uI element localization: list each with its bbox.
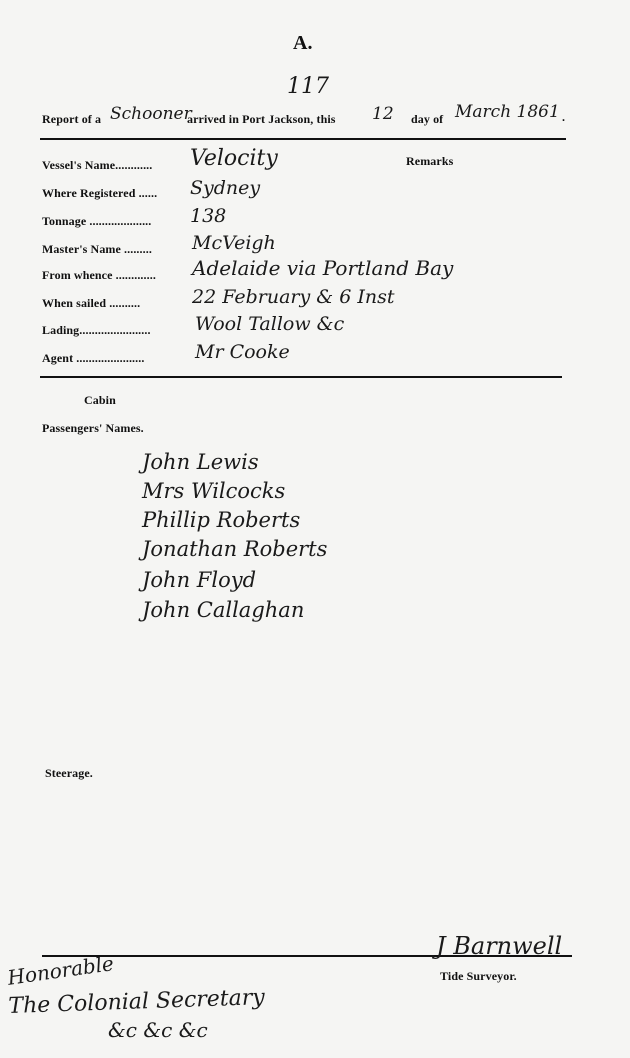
lading-value: Wool Tallow &c (195, 313, 345, 335)
form-letter: A. (293, 32, 313, 54)
passenger-name: Mrs Wilcocks (142, 479, 286, 503)
passengers-names-label: Passengers' Names. (42, 421, 144, 435)
arrival-month-value: March 1861 (455, 102, 560, 122)
master-label: Master's Name ......... (42, 242, 152, 256)
passenger-name: John Floyd (142, 568, 257, 592)
registered-label: Where Registered ...... (42, 186, 158, 200)
day-of-text: day of (411, 112, 444, 126)
passenger-name: John Lewis (142, 450, 259, 474)
surveyor-signature: J Barnwell (436, 932, 563, 960)
from-label: From whence ............. (42, 268, 156, 282)
address-line-2: The Colonial Secretary (8, 985, 266, 1019)
arrival-day-value: 12 (372, 104, 394, 124)
vessel-name-value: Velocity (190, 146, 278, 171)
lading-label: Lading....................... (42, 323, 151, 337)
address-line-3: &c &c &c (108, 1018, 208, 1042)
passenger-name: Phillip Roberts (142, 508, 301, 532)
header-period: . (562, 110, 566, 124)
vessel-name-label: Vessel's Name............ (42, 158, 153, 172)
steerage-label: Steerage. (45, 766, 93, 780)
registered-value: Sydney (190, 177, 261, 199)
passenger-name: Jonathan Roberts (142, 537, 328, 561)
from-value: Adelaide via Portland Bay (192, 256, 454, 280)
tonnage-value: 138 (190, 205, 227, 227)
vessel-type-value: Schooner (110, 104, 192, 124)
address-line-1: Honorable (6, 951, 116, 990)
report-prefix: Report of a (42, 112, 102, 126)
sailed-label: When sailed .......... (42, 296, 141, 310)
passenger-name: John Callaghan (142, 598, 305, 622)
tonnage-label: Tonnage .................... (42, 214, 152, 228)
fields-rule (40, 376, 562, 378)
cabin-label: Cabin (84, 393, 116, 407)
agent-value: Mr Cooke (195, 341, 290, 363)
arrived-text: arrived in Port Jackson, this (187, 112, 336, 126)
header-rule (40, 138, 566, 140)
remarks-label: Remarks (406, 154, 454, 168)
sailed-value: 22 February & 6 Inst (192, 286, 395, 308)
master-value: McVeigh (192, 232, 276, 254)
agent-label: Agent ...................... (42, 351, 145, 365)
surveyor-label: Tide Surveyor. (440, 969, 517, 983)
report-number: 117 (287, 74, 329, 99)
